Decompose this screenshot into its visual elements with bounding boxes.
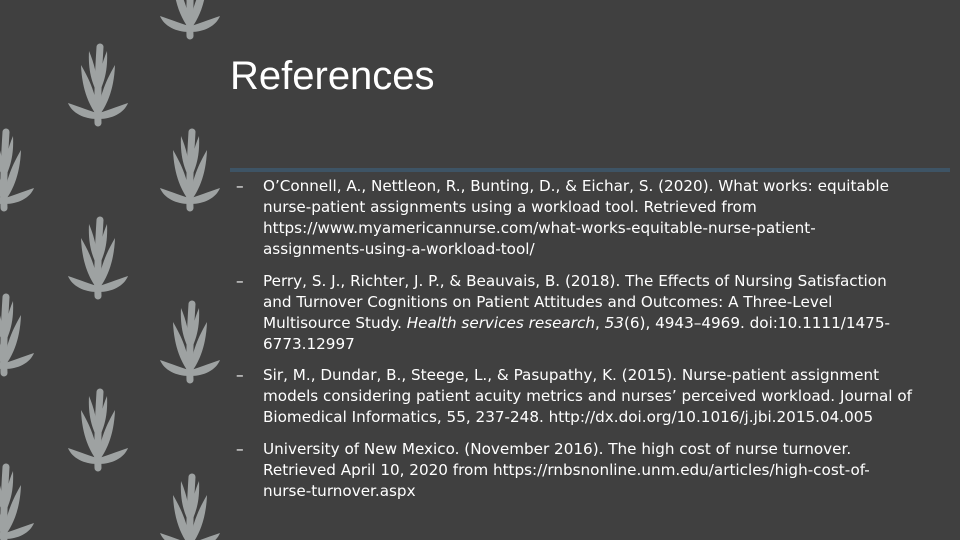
reference-text: O’Connell, A., Nettleon, R., Bunting, D., & Eichar, S. (2020). What works: equitable nurse-patient assignments using a workload tool. Retrieved from https://www.myamericannurse.com/what-works-equitable-nurse-patient-assignments-using-a-workload-tool/	[263, 177, 889, 258]
reference-text: Perry, S. J., Richter, J. P., & Beauvais, B. (2018). The Effects of Nursing Satisfaction and Turnover Cognitions on Patient Attitudes and Outcomes: A Three-Level Multisource Study.	[263, 271, 887, 332]
reference-list	[236, 176, 916, 512]
leaf-sprig-icon	[68, 392, 128, 468]
reference-item	[236, 176, 916, 260]
reference-text: University of New Mexico. (November 2016). The high cost of nurse turnover. Retrieved April 10, 2020 from https://rnbsnonline.unm.edu/articles/high-cost-of-nurse-turnover.aspx	[263, 439, 870, 500]
leaf-sprig-icon	[0, 132, 34, 208]
reference-text: (6), 4943–4969. doi:10.1111/1475-6773.12997	[263, 313, 890, 353]
leaf-sprig-icon	[68, 47, 128, 123]
leaf-sprig-icon	[160, 132, 220, 208]
bullet-dash: –	[236, 271, 244, 290]
bullet-dash: –	[236, 366, 244, 384]
reference-text: Sir, M., Dundar, B., Steege, L., & Pasupathy, K. (2015). Nurse-patient assignment models considering patient acuity metrics and nurses’ perceived workload. Journal of Biomedical Informatics, 55, 237-248. http://dx.doi.org/10.1016/j.jbi.2015.04.005	[263, 366, 912, 426]
leaf-sprig-icon	[68, 220, 128, 296]
leaf-sprig-icon	[0, 297, 34, 373]
bullet-dash: –	[236, 177, 244, 195]
reference-separator: ,	[594, 313, 605, 332]
reference-item	[236, 271, 916, 355]
journal-title: Health services research	[406, 313, 595, 332]
journal-volume: 53	[604, 313, 624, 332]
reference-item	[236, 365, 916, 428]
leaf-sprig-icon	[160, 304, 220, 380]
leaf-sprig-icon	[160, 0, 220, 36]
slide-title: References	[230, 54, 435, 98]
leaf-sprig-icon	[160, 477, 220, 540]
leaf-sprig-icon	[0, 467, 34, 540]
reference-item	[236, 439, 916, 502]
title-divider	[230, 168, 950, 172]
bullet-dash: –	[236, 439, 244, 458]
